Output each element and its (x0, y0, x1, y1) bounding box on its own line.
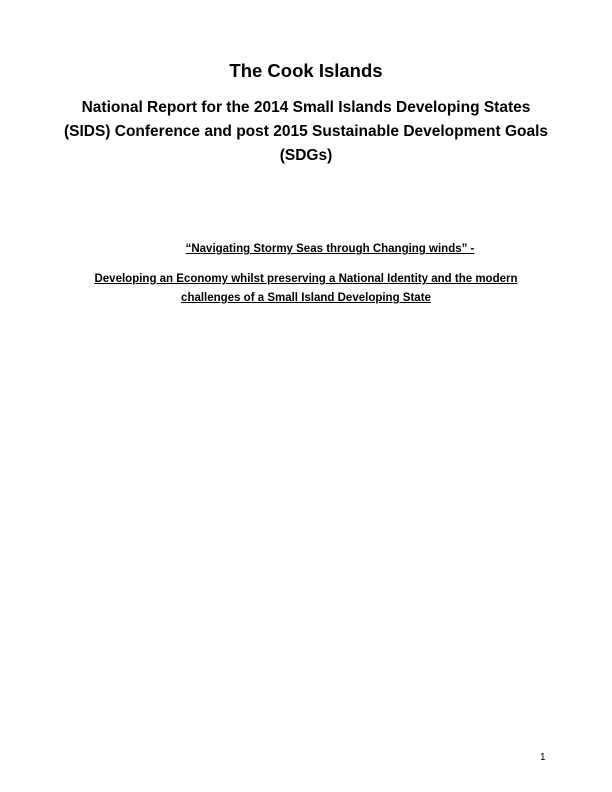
document-title: The Cook Islands (229, 60, 383, 81)
subtitle-line: (SIDS) Conference and post 2015 Sustainable Development Goals (63, 123, 549, 140)
subtitle-line: (SDGs) (279, 147, 333, 164)
report-theme (60, 270, 552, 308)
theme-line: challenges of a Small Island Developing State (181, 292, 431, 304)
subtitle-line: National Report for the 2014 Small Islands Developing States (81, 99, 531, 116)
page-number: 1 (540, 752, 546, 763)
theme-quote: “Navigating Stormy Seas through Changing winds” - (185, 243, 475, 255)
report-subtitle (40, 96, 572, 168)
theme-line: Developing an Economy whilst preserving a National Identity and the modern (94, 273, 518, 285)
